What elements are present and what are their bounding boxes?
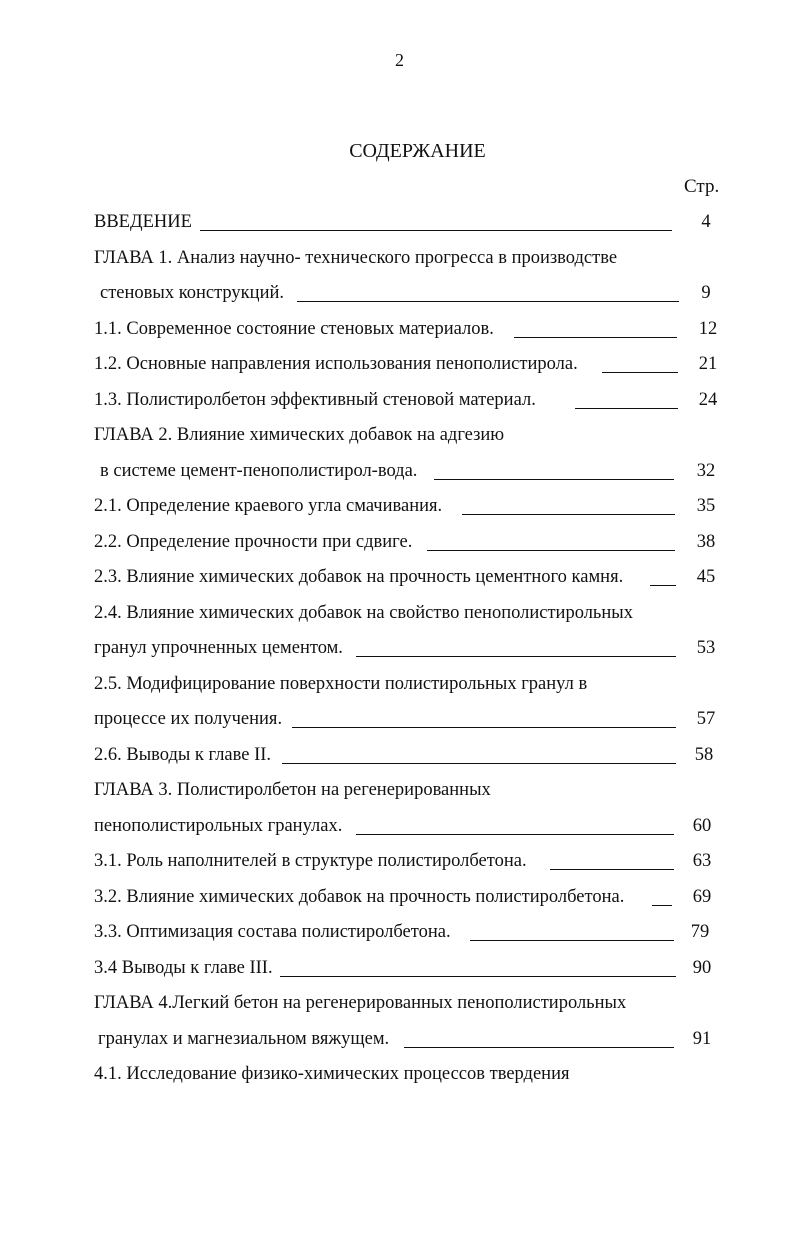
toc-entry-page: 63 [692, 851, 712, 871]
toc-entry-page: 57 [696, 709, 716, 729]
toc-entry-text: ГЛАВА 4.Легкий бетон на регенерированных пенополистирольных [94, 993, 627, 1013]
leader-line [462, 514, 675, 515]
toc-line [94, 418, 726, 454]
toc-entry-text: ГЛАВА 3. Полистиролбетон на регенерированных [94, 780, 491, 800]
toc-entry-page: 69 [692, 886, 712, 907]
leader-line [434, 479, 674, 480]
toc-entry-page: 53 [696, 638, 716, 658]
toc-entry-text: гранул упрочненных цементом. [94, 638, 343, 658]
toc-line [94, 383, 726, 419]
toc-line [94, 489, 726, 525]
leader-line [356, 656, 676, 657]
toc-entry-text: ВВЕДЕНИЕ [94, 212, 192, 232]
toc-entry-page: 58 [694, 744, 714, 765]
toc-entry-page: 60 [692, 815, 712, 836]
toc-entry-text: пенополистирольных гранулах. [94, 815, 343, 836]
toc-line [94, 276, 726, 312]
toc-line [94, 809, 726, 845]
toc-entry-text: 2.6. Выводы к главе II. [94, 744, 272, 765]
leader-line [356, 834, 674, 835]
toc-entry-text: гранулах и магнезиальном вяжущем. [98, 1028, 390, 1049]
leader-line [514, 337, 677, 338]
toc-entry-text: 1.3. Полистиролбетон эффективный стеновой материал. [94, 389, 536, 410]
toc-line [94, 702, 726, 738]
toc-entry-page: 4 [701, 212, 711, 232]
toc-entry-text: 2.2. Определение прочности при сдвиге. [94, 531, 413, 552]
toc-entry-text: ГЛАВА 2. Влияние химических добавок на адгезию [94, 425, 505, 445]
toc-entry-text: 1.1. Современное состояние стеновых материалов. [94, 318, 494, 339]
toc-entry-page: 12 [698, 318, 718, 339]
toc-line [94, 312, 726, 348]
toc-entry-text: 3.3. Оптимизация состава полистиролбетона. [94, 922, 451, 942]
toc-entry-page: 35 [696, 496, 716, 516]
toc-entry-text: процессе их получения. [94, 709, 283, 729]
toc-line [94, 631, 726, 667]
toc-line [94, 596, 726, 632]
toc-line [94, 773, 726, 809]
toc-line [94, 454, 726, 490]
toc-entry-page: 9 [701, 283, 711, 303]
toc-line [94, 738, 726, 774]
toc-entry-page: 38 [696, 531, 716, 552]
toc-entry-text: 1.2. Основные направления использования пенополистирола. [94, 354, 578, 374]
toc-entry-page: 91 [692, 1028, 712, 1049]
leader-line [650, 585, 676, 586]
leader-line [404, 1047, 674, 1048]
toc-entry-text: 2.1. Определение краевого угла смачивания. [94, 496, 443, 516]
toc-line [94, 915, 726, 951]
toc-entry-text: 3.1. Роль наполнителей в структуре полистиролбетона. [94, 851, 527, 871]
toc-line [94, 844, 726, 880]
toc-line [94, 667, 726, 703]
toc-entry-text: 2.4. Влияние химических добавок на свойство пенополистирольных [94, 602, 633, 623]
toc-line [94, 241, 726, 277]
toc-entry-text: 2.5. Модифицирование поверхности полистирольных гранул в [94, 673, 588, 694]
leader-line [282, 763, 676, 764]
toc-entry-text: стеновых конструкций. [100, 283, 284, 303]
toc-line [94, 525, 726, 561]
toc-entry-text: в системе цемент-пенополистирол-вода. [100, 460, 418, 481]
toc-entry-text: 4.1. Исследование физико-химических процессов твердения [94, 1064, 570, 1084]
toc-entry-text: 3.2. Влияние химических добавок на прочность полистиролбетона. [94, 886, 625, 907]
toc-line [94, 560, 726, 596]
toc-entry-page: 21 [698, 354, 718, 374]
toc-entry-text: 2.3. Влияние химических добавок на прочность цементного камня. [94, 567, 624, 587]
leader-line [602, 372, 678, 373]
toc-line [94, 205, 726, 241]
toc-entry-page: 32 [696, 460, 716, 481]
toc-entry-page: 45 [696, 567, 716, 587]
toc-line [94, 1057, 726, 1093]
leader-line [652, 905, 672, 906]
toc-line [94, 951, 726, 987]
toc-entry-page: 79 [690, 922, 710, 942]
table-of-contents [94, 205, 726, 1093]
leader-line [470, 940, 674, 941]
toc-line [94, 880, 726, 916]
leader-line [280, 976, 676, 977]
toc-line [94, 986, 726, 1022]
page-column-header: Стр. [684, 176, 720, 197]
leader-line [550, 869, 674, 870]
toc-line [94, 1022, 726, 1058]
page-title: СОДЕРЖАНИЕ [349, 140, 486, 162]
leader-line [292, 727, 676, 728]
toc-entry-page: 24 [698, 389, 718, 410]
leader-line [297, 301, 679, 302]
leader-line [200, 230, 672, 231]
toc-entry-text: 3.4 Выводы к главе III. [94, 957, 273, 978]
toc-line [94, 347, 726, 383]
leader-line [575, 408, 678, 409]
toc-entry-text: ГЛАВА 1. Анализ научно- технического прогресса в производстве [94, 247, 618, 268]
leader-line [427, 550, 675, 551]
toc-entry-page: 90 [692, 957, 712, 978]
page-number: 2 [395, 50, 404, 70]
